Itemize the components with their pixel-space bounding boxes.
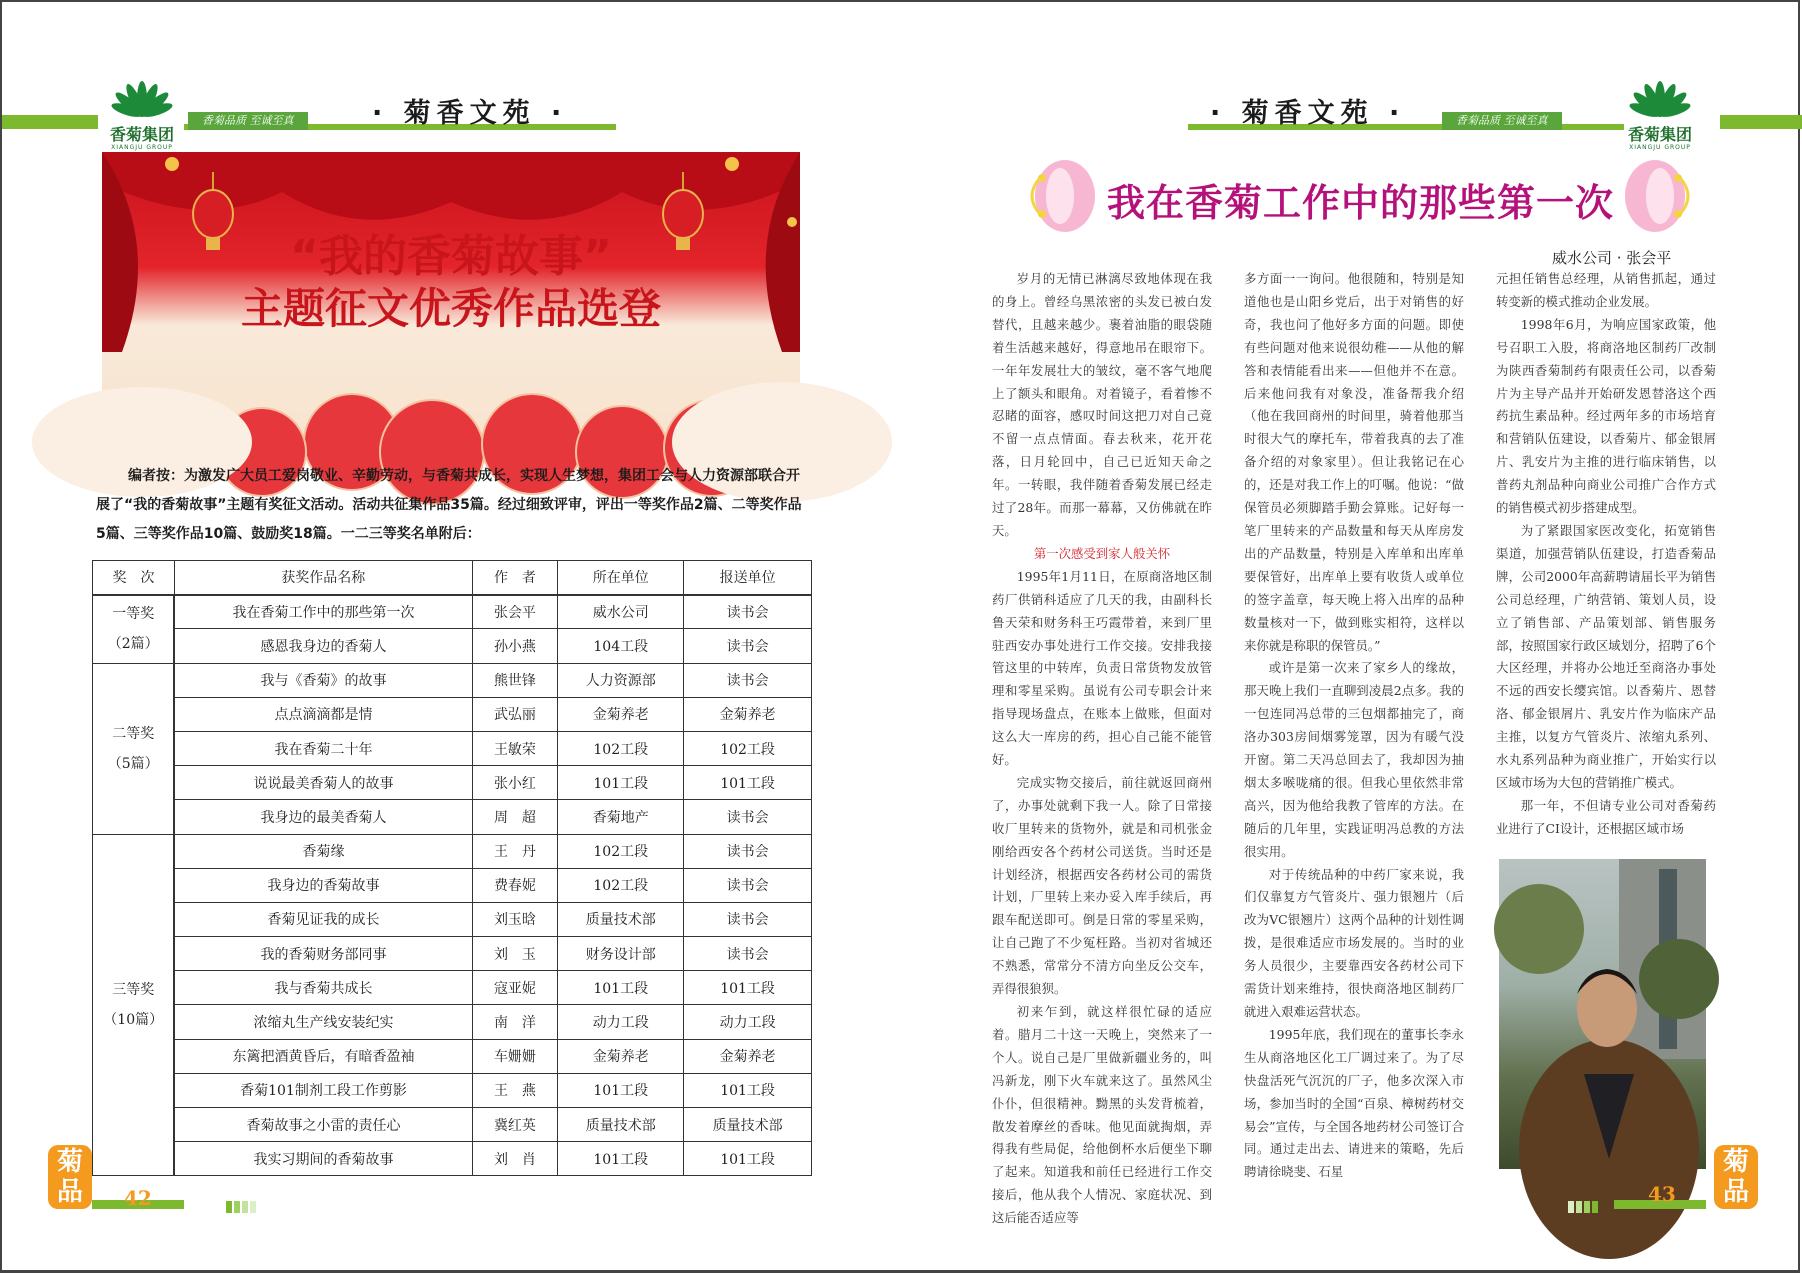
- award-author: 刘玉晗: [472, 902, 558, 936]
- article-column-2: [1244, 268, 1464, 1180]
- award-unit: 威水公司: [558, 595, 684, 629]
- award-work-title: 点点滴滴都是情: [174, 697, 472, 731]
- logo-english: XIANGJU GROUP: [111, 144, 173, 151]
- company-logo: [100, 72, 184, 151]
- table-row: [93, 1142, 812, 1176]
- award-submitter: 动力工段: [684, 1005, 812, 1039]
- award-work-title: 说说最美香菊人的故事: [174, 766, 472, 800]
- award-work-title: 香菊缘: [174, 834, 472, 868]
- footer-dots: [226, 1198, 258, 1217]
- award-tier-count: （5篇）: [107, 755, 159, 772]
- table-row: [93, 697, 812, 731]
- table-row: [93, 1039, 812, 1073]
- lotus-right-icon: [1610, 148, 1700, 244]
- award-unit: 102工段: [558, 731, 684, 765]
- article-column-3: [1496, 268, 1716, 848]
- paragraph: 岁月的无情已淋漓尽致地体现在我的身上。曾经乌黑浓密的头发已被白发替代，且越来越少。裹着油脂的眼袋随着生活越来越好，得意地吊在眼帘下。一年年发展壮大的皱纹，毫不客气地爬上了额头和眼角。对着镜子，看着惨不忍睹的面容，感叹时间这把刀对自己竟不留一点点情面。春去秋来，花开花落，日月轮回中，自己已近知天命之年。一转眼，我伴随着香菊发展已经走过了28年。而那一幕幕，又仿佛就在昨天。: [992, 271, 1212, 538]
- left-page: [2, 2, 902, 1272]
- page-tag-text: 菊品: [1723, 1147, 1750, 1207]
- award-work-title: 我在香菊工作中的那些第一次: [174, 595, 472, 629]
- table-row: [93, 629, 812, 663]
- table-row: [93, 800, 812, 834]
- award-tier-cell: [93, 834, 175, 1176]
- award-submitter: 读书会: [684, 663, 812, 697]
- article-byline: 威水公司 · 张会平: [1552, 249, 1672, 267]
- section-title-right: · 菊香文苑 ·: [1210, 98, 1406, 129]
- table-header-row: [93, 561, 812, 595]
- award-unit: 101工段: [558, 1073, 684, 1107]
- award-unit: 香菊地产: [558, 800, 684, 834]
- award-author: 刘 肖: [472, 1142, 558, 1176]
- award-author: 张会平: [472, 595, 558, 629]
- table-row: [93, 766, 812, 800]
- award-author: 武弘丽: [472, 697, 558, 731]
- award-author: 孙小燕: [472, 629, 558, 663]
- award-tier-name: 三等奖: [112, 981, 155, 998]
- paragraph: 对于传统品种的中药厂家来说，我们仅靠复方气管炎片、强力银翘片（后改为VC银翘片）这两个品种的计划性调拨，是很难适应市场发展的。当时的业务人员很少，主要靠西安各药材公司下需货计划来维持，很快商洛地区制药厂就进入艰难运营状态。: [1244, 866, 1464, 1019]
- header-green-bar-right: [1720, 115, 1802, 129]
- table-row: [93, 1005, 812, 1039]
- award-submitter: 读书会: [684, 834, 812, 868]
- paragraph: 元担任销售总经理，从销售抓起，通过转变新的模式推动企业发展。: [1496, 271, 1716, 309]
- award-work-title: 感恩我身边的香菊人: [174, 629, 472, 663]
- award-submitter: 读书会: [684, 800, 812, 834]
- table-row: [93, 868, 812, 902]
- award-author: 南 洋: [472, 1005, 558, 1039]
- award-work-title: 浓缩丸生产线安装纪实: [174, 1005, 472, 1039]
- award-unit: 动力工段: [558, 1005, 684, 1039]
- article-title: 我在香菊工作中的那些第一次: [1107, 181, 1615, 225]
- award-unit: 102工段: [558, 834, 684, 868]
- award-unit: 102工段: [558, 868, 684, 902]
- award-author: 张小红: [472, 766, 558, 800]
- award-submitter: 金菊养老: [684, 697, 812, 731]
- table-row: [93, 834, 812, 868]
- section-title: · 菊香文苑 ·: [372, 98, 568, 129]
- award-unit: 101工段: [558, 971, 684, 1005]
- paragraph: 1998年6月，为响应国家政策，他号召职工入股，将商洛地区制药厂改制为陕西香菊制药有限责任公司，以香菊片为主导产品并开始研发恩替洛这个西药抗生素品种。经过两年多的市场培育和营销队伍建设，以香菊片、郁金银屑片、乳安片为主推的进行临床销售，以普药丸剂品种向商业公司推广合作方式的销售模式初步搭建成型。: [1496, 316, 1716, 516]
- table-row: [93, 731, 812, 765]
- award-author: 王 丹: [472, 834, 558, 868]
- table-row: [93, 595, 812, 629]
- author-photo: [1499, 859, 1706, 1169]
- award-work-title: 我与香菊共成长: [174, 971, 472, 1005]
- table-row: [93, 902, 812, 936]
- subheading: 第一次感受到家人般关怀: [1033, 545, 1171, 561]
- table-row: [93, 663, 812, 697]
- award-work-title: 我身边的最美香菊人: [174, 800, 472, 834]
- logo-english-right: XIANGJU GROUP: [1629, 144, 1691, 151]
- award-work-title: 我与《香菊》的故事: [174, 663, 472, 697]
- editor-note: 编者按：为激发广大员工爱岗敬业、辛勤劳动，与香菊共成长，实现人生梦想，集团工会与人力资源部联合开展了“我的香菊故事”主题有奖征文活动。活动共征集作品35篇。经过细致评审，评出一等奖作品2篇、二等奖作品5篇、三等奖作品10篇、鼓励奖18篇。一二三等奖名单附后：: [96, 468, 802, 542]
- paragraph: 1995年底，我们现在的董事长李永生从商洛地区化工厂调过来了。为了尽快盘活死气沉沉的厂子，他多次深入市场，参加当时的全国“百泉、樟树药材交易会”宣传，与全国各地药材公司签订合同。通过走出去、请进来的策略，先后聘请徐晓斐、石星: [1244, 1026, 1464, 1180]
- award-submitter: 102工段: [684, 731, 812, 765]
- chrysanthemum-icon: [100, 72, 184, 122]
- logo-text: 香菊集团: [109, 125, 174, 144]
- paragraph: 那一年，不但请专业公司对香菊药业进行了CI设计，还根据区域市场: [1496, 797, 1716, 836]
- award-tier-cell: [93, 595, 175, 663]
- award-submitter: 读书会: [684, 902, 812, 936]
- footer-dots-right: [1568, 1198, 1600, 1217]
- award-submitter: 101工段: [684, 766, 812, 800]
- col-header-unit: 所在单位: [558, 561, 684, 595]
- awards-table: [92, 560, 812, 1176]
- award-unit: 金菊养老: [558, 697, 684, 731]
- award-submitter: 读书会: [684, 937, 812, 971]
- article-column-1: [992, 268, 1212, 1226]
- col-header-submitter: 报送单位: [684, 561, 812, 595]
- award-submitter: 读书会: [684, 595, 812, 629]
- award-submitter: 金菊养老: [684, 1039, 812, 1073]
- award-author: 熊世锋: [472, 663, 558, 697]
- page-tag-right: [1714, 1145, 1758, 1209]
- award-unit: 101工段: [558, 1142, 684, 1176]
- contest-banner: [102, 152, 800, 440]
- award-unit: 104工段: [558, 629, 684, 663]
- table-row: [93, 937, 812, 971]
- award-unit: 财务设计部: [558, 937, 684, 971]
- paragraph: 或许是第一次来了家乡人的缘故，那天晚上我们一直聊到凌晨2点多。我的一包连同冯总带的三包烟都抽完了，商洛办303房间烟雾笼罩，因为有暖气没开窗。第二天冯总回去了，我却因为抽烟太多喉咙痛的很。但我心里依然非常高兴，因为他给我教了管库的方法。在随后的几年里，实践证明冯总教的方法很实用。: [1244, 660, 1464, 859]
- award-unit: 质量技术部: [558, 1108, 684, 1142]
- col-header-title: 获奖作品名称: [174, 561, 472, 595]
- paragraph: 完成实物交接后，前往就返回商州了，办事处就剩下我一人。除了日常接收厂里转来的货物外，就是和司机张金刚给西安各个药材公司送货。当时还是计划经济，根据西安各药材公司的需货计划，厂里转上来办妥入库手续后，再跟车配送即可。倒是日常的零星采购，让自己跑了不少冤枉路。当初对省城还不熟悉，常常分不清方向坐反公交车，弄得很狼狈。: [992, 774, 1212, 997]
- award-author: 车姗姗: [472, 1039, 558, 1073]
- chrysanthemum-icon: [1618, 72, 1702, 122]
- paragraph: 为了紧跟国家医改变化，拓宽销售渠道，加强营销队伍建设，打造香菊品牌，公司2000年高薪聘请届长平为销售公司总经理，广纳营销、策划人员，设立了销售部、产品策划部、销售服务部，按照国家行政区域划分，招聘了6个大区经理，并将办公地迁至商洛办事处不远的西安长缨宾馆。以香菊片、恩替洛、郁金银屑片、乳安片作为临床产品主推，以复方气管炎片、浓缩丸系列、水丸系列品种为商业推广，开始实行以区域市场为大包的营销推广模式。: [1496, 522, 1716, 790]
- logo-text-right: 香菊集团: [1627, 125, 1692, 144]
- page-number-right: 43: [1648, 1182, 1676, 1206]
- award-submitter: 101工段: [684, 1142, 812, 1176]
- award-tier-name: 一等奖: [112, 606, 155, 623]
- paragraph: 初来乍到，就这样很忙碌的适应着。腊月二十这一天晚上，突然来了一个人。说自己是厂里做新疆业务的，叫冯新龙，刚下火车就来这了。虽然风尘仆仆，但很精神。黝黑的头发背梳着，散发着摩丝的香味。他见面就掏烟，弄得我有些局促，给他倒杯水后便坐下聊了起来。知道我和前任已经进行工作交接后，他从我个人情况、家庭状况、到这后能否适应等: [992, 1004, 1212, 1226]
- col-header-author: 作 者: [472, 561, 558, 595]
- award-work-title: 香菊故事之小雷的责任心: [174, 1108, 472, 1142]
- award-author: 王 燕: [472, 1073, 558, 1107]
- page-number: 42: [124, 1186, 152, 1210]
- award-unit: 质量技术部: [558, 902, 684, 936]
- award-work-title: 香菊见证我的成长: [174, 902, 472, 936]
- company-logo-right: [1618, 72, 1702, 151]
- award-unit: 金菊养老: [558, 1039, 684, 1073]
- award-author: 周 超: [472, 800, 558, 834]
- award-author: 费春妮: [472, 868, 558, 902]
- award-work-title: 我身边的香菊故事: [174, 868, 472, 902]
- award-work-title: 香菊101制剂工段工作剪影: [174, 1073, 472, 1107]
- lotus-left-icon: [1020, 148, 1110, 244]
- paragraph: 1995年1月11日，在原商洛地区制药厂供销科适应了几天的我，由副科长鲁天荣和财务科王巧霞带着，来到厂里驻西安办事处进行工作交接。安排我接管这里的中转库，负责日常货物发放管理和零星采购。虽说有公司专职会计来指导现场盘点，在账本上做账，但面对这么大一库房的药，担心自己能不能管好。: [992, 568, 1212, 768]
- award-tier-cell: [93, 663, 175, 834]
- banner-title-line2: 主题征文优秀作品选登: [240, 284, 661, 333]
- author-portrait: [1499, 859, 1706, 1169]
- award-tier-name: 二等奖: [112, 725, 155, 742]
- award-submitter: 101工段: [684, 971, 812, 1005]
- award-unit: 101工段: [558, 766, 684, 800]
- page-tag-text: 菊品: [57, 1147, 84, 1207]
- award-author: 刘 玉: [472, 937, 558, 971]
- award-author: 寇亚妮: [472, 971, 558, 1005]
- slogan-right: 香菊品质 至诚至真: [1442, 112, 1562, 130]
- award-work-title: 东篱把酒黄昏后，有暗香盈袖: [174, 1039, 472, 1073]
- slogan: 香菊品质 至诚至真: [188, 112, 308, 130]
- table-row: [93, 971, 812, 1005]
- award-work-title: 我实习期间的香菊故事: [174, 1142, 472, 1176]
- award-author: 王敏荣: [472, 731, 558, 765]
- award-author: 冀红英: [472, 1108, 558, 1142]
- award-work-title: 我在香菊二十年: [174, 731, 472, 765]
- header-green-bar: [2, 115, 98, 129]
- banner-title-line1: “我的香菊故事”: [290, 231, 612, 282]
- award-submitter: 读书会: [684, 868, 812, 902]
- award-submitter: 101工段: [684, 1073, 812, 1107]
- col-header-award: 奖 次: [93, 561, 175, 595]
- award-work-title: 我的香菊财务部同事: [174, 937, 472, 971]
- page-tag: [48, 1145, 92, 1209]
- award-unit: 人力资源部: [558, 663, 684, 697]
- award-tier-count: （2篇）: [107, 636, 159, 653]
- award-submitter: 质量技术部: [684, 1108, 812, 1142]
- award-submitter: 读书会: [684, 629, 812, 663]
- table-row: [93, 1108, 812, 1142]
- table-row: [93, 1073, 812, 1107]
- paragraph: 多方面一一询问。他很随和，特别是知道他也是山阳乡党后，出于对销售的好奇，我也问了他好多方面的问题。即使有些问题对他来说很幼稚——从他的解答和表情能看出来——但他并不在意。后来他问我有对象没，准备帮我介绍（他在我回商州的时间里，骑着他那当时很大气的摩托车，带着我真的去了准备介绍的对象家里）。但让我铭记在心的，还是对我工作上的叮嘱。他说：“做保管员必须脚踏手勤会算账。记好每一笔厂里转来的产品数量和每天从库房发出的产品数量，特别是入库单和出库单要保管好，出库单上要有收货人或单位的签字盖章，每天晚上将入出库的品种数量核对一下，做到账实相符，这样以来你就是称职的保管员。”: [1244, 271, 1464, 653]
- award-tier-count: （10篇）: [103, 1011, 164, 1028]
